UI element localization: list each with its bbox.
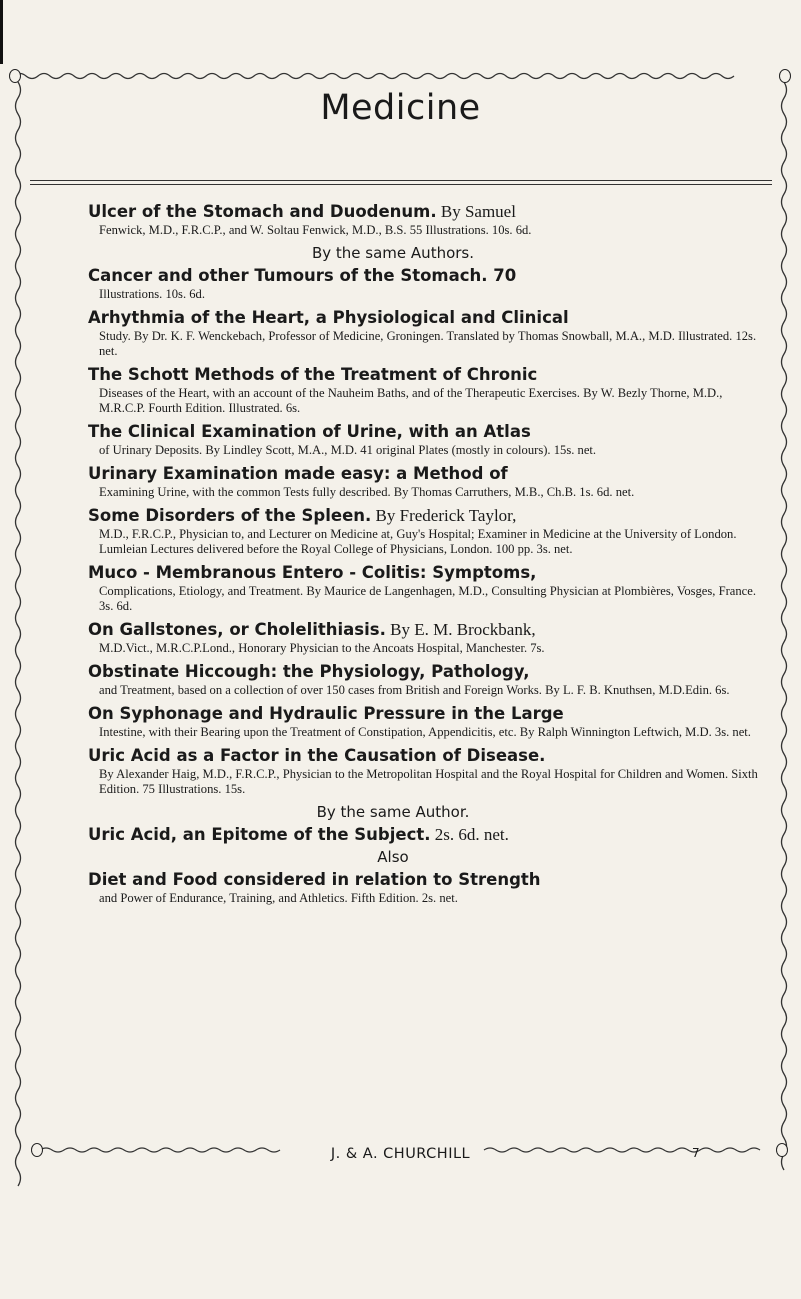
book-description: M.D.Vict., M.R.C.P.Lond., Honorary Physician to the Ancoats Hospital, Manchester. 7s. <box>99 641 545 655</box>
book-description: Complications, Etiology, and Treatment. By Maurice de Langenhagen, M.D., Consulting Physician at Plombières, Vosges, France. 3s. 6d. <box>99 584 757 613</box>
book-title <box>88 868 758 891</box>
book-entry <box>88 618 758 656</box>
book-title-text: Arhythmia of the Heart, a Physiological and Clinical <box>88 308 569 327</box>
book-author-lead: By Samuel <box>436 202 516 221</box>
book-description: and Treatment, based on a collection of over 150 cases from British and Foreign Works. By L. F. B. Knuthsen, M.D.Edin. 6s. <box>99 683 730 697</box>
book-title-text: On Gallstones, or Cholelithiasis. <box>88 620 386 639</box>
book-title-text: The Schott Methods of the Treatment of Chronic <box>88 365 538 384</box>
book-title-text: Diet and Food considered in relation to Strength <box>88 870 541 889</box>
book-entry <box>88 420 758 458</box>
book-description: Study. By Dr. K. F. Wenckebach, Professor of Medicine, Groningen. Translated by Thomas Snowball, M.A., M.D. Illustrated. 12s. net. <box>99 329 757 358</box>
book-entry <box>88 660 758 698</box>
book-description: Intestine, with their Bearing upon the Treatment of Constipation, Appendicitis, etc. By Ralph Winnington Leftwich, M.D. 3s. net. <box>99 725 751 739</box>
book-title-text: Urinary Examination made easy: a Method of <box>88 464 508 483</box>
book-author-lead: 2s. 6d. net. <box>430 825 509 844</box>
book-title <box>88 200 758 223</box>
book-title-text: Uric Acid, an Epitome of the Subject. <box>88 825 431 844</box>
title-divider <box>30 180 772 181</box>
book-description: and Power of Endurance, Training, and Athletics. Fifth Edition. 2s. net. <box>99 891 458 905</box>
book-author-lead: By E. M. Brockbank, <box>385 620 536 639</box>
publisher-footer: J. & A. CHURCHILL <box>330 1146 471 1162</box>
book-title-text: Ulcer of the Stomach and Duodenum. <box>88 202 437 221</box>
page-title: Medicine <box>320 88 481 128</box>
book-description: Diseases of the Heart, with an account of the Nauheim Baths, and of the Therapeutic Exercises. By W. Bezly Thorne, M.D., M.R.C.P. Fourth Edition. Illustrated. 6s. <box>99 386 723 415</box>
book-title <box>88 462 758 485</box>
corner-ornament-top-right <box>779 69 791 83</box>
book-title <box>88 618 758 641</box>
book-title <box>88 660 758 683</box>
book-entry <box>88 561 758 614</box>
book-description: M.D., F.R.C.P., Physician to, and Lecturer on Medicine at, Guy's Hospital; Examiner in Medicine at the University of London. Lumleian Lectures delivered before the Royal College of Physicians, London. 100 pp. 3s. net. <box>99 527 737 556</box>
book-author-lead: By Frederick Taylor, <box>371 506 517 525</box>
book-title <box>88 744 758 767</box>
book-title <box>88 363 758 386</box>
book-title <box>88 306 758 329</box>
title-divider-second <box>30 184 772 185</box>
book-entry <box>88 702 758 740</box>
book-title-text: Cancer and other Tumours of the Stomach. 70 <box>88 266 517 285</box>
book-title-text: The Clinical Examination of Urine, with an Atlas <box>88 422 531 441</box>
subheading-text: Also <box>377 848 409 866</box>
book-title <box>88 504 758 527</box>
book-entry <box>88 868 758 906</box>
book-title-text: Muco - Membranous Entero - Colitis: Symptoms, <box>88 563 537 582</box>
book-entry <box>88 264 758 302</box>
book-entry <box>88 744 758 797</box>
list-subheading <box>88 846 758 868</box>
list-subheading <box>88 242 758 264</box>
book-description: Examining Urine, with the common Tests fully described. By Thomas Carruthers, M.B., Ch.B. 1s. 6d. net. <box>99 485 635 499</box>
book-entry <box>88 504 758 557</box>
list-subheading <box>88 801 758 823</box>
book-title <box>88 264 758 287</box>
corner-ornament-top-left <box>9 69 21 83</box>
book-entry <box>88 462 758 500</box>
book-title <box>88 420 758 443</box>
book-title <box>88 702 758 725</box>
book-entry <box>88 363 758 416</box>
page-edge-mark <box>0 0 3 64</box>
page-number: 7 <box>692 1146 700 1160</box>
book-title-text: Uric Acid as a Factor in the Causation of Disease. <box>88 746 546 765</box>
subheading-text: By the same Authors. <box>311 244 475 262</box>
book-entry <box>88 823 758 846</box>
book-description: of Urinary Deposits. By Lindley Scott, M.A., M.D. 41 original Plates (mostly in colours). 15s. net. <box>99 443 597 457</box>
book-title-text: On Syphonage and Hydraulic Pressure in the Large <box>88 704 564 723</box>
book-title <box>88 561 758 584</box>
book-title <box>88 823 758 846</box>
book-description: Illustrations. 10s. 6d. <box>99 287 205 301</box>
book-entry <box>88 200 758 238</box>
book-description: Fenwick, M.D., F.R.C.P., and W. Soltau Fenwick, M.D., B.S. 55 Illustrations. 10s. 6d. <box>99 223 532 237</box>
book-list <box>88 200 758 910</box>
book-title-text: Some Disorders of the Spleen. <box>88 506 372 525</box>
subheading-text: By the same Author. <box>316 803 470 821</box>
book-entry <box>88 306 758 359</box>
book-title-text: Obstinate Hiccough: the Physiology, Pathology, <box>88 662 530 681</box>
book-description: By Alexander Haig, M.D., F.R.C.P., Physician to the Metropolitan Hospital and the Royal Hospital for Children and Women. Sixth Edition. 75 Illustrations. 15s. <box>99 767 758 796</box>
